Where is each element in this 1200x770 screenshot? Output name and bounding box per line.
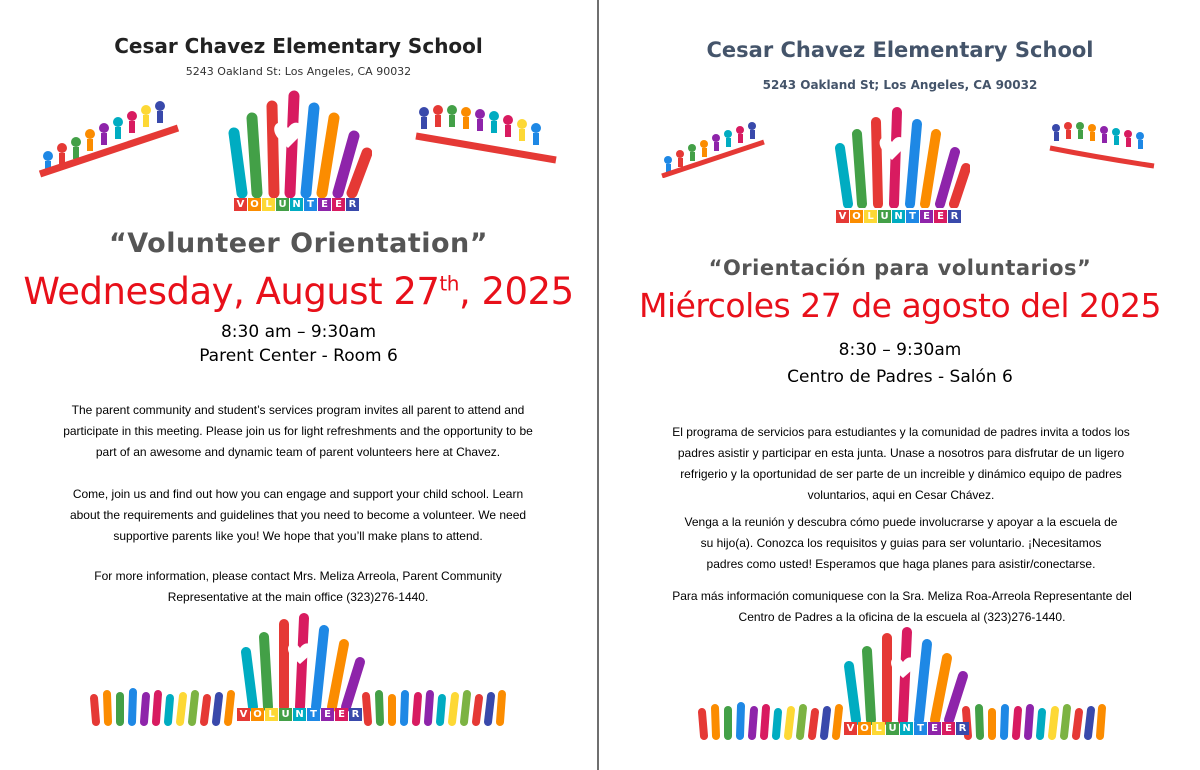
volunteer-letter: O bbox=[850, 210, 863, 223]
intro-paragraph bbox=[62, 400, 534, 463]
volunteer-letter: O bbox=[251, 708, 264, 721]
raised-hands-icon bbox=[222, 88, 372, 198]
volunteer-letter: U bbox=[276, 198, 289, 211]
volunteer-letter: R bbox=[349, 708, 362, 721]
volunteer-badge-footer bbox=[237, 708, 362, 721]
volunteer-badge-footer bbox=[844, 722, 969, 735]
volunteer-letter: V bbox=[844, 722, 857, 735]
volunteer-letter: N bbox=[892, 210, 905, 223]
raised-hands-icon bbox=[849, 632, 963, 720]
volunteer-letter: E bbox=[321, 708, 334, 721]
district-logo-right bbox=[1046, 116, 1156, 172]
event-date-year: , 2025 bbox=[458, 270, 574, 313]
event-time: 8:30 – 9:30am bbox=[838, 340, 962, 360]
volunteer-letter: E bbox=[335, 708, 348, 721]
page-divider bbox=[597, 0, 599, 770]
school-name: Cesar Chavez Elementary School bbox=[114, 34, 483, 58]
english-flyer bbox=[0, 0, 597, 770]
volunteer-letter: L bbox=[265, 708, 278, 721]
event-title: “Orientación para voluntarios” bbox=[708, 256, 1092, 280]
volunteer-letter: N bbox=[900, 722, 913, 735]
school-address: 5243 Oakland St: Los Angeles, CA 90032 bbox=[185, 65, 412, 78]
volunteer-letter: E bbox=[942, 722, 955, 735]
district-logo-left bbox=[660, 118, 770, 178]
volunteer-letter: O bbox=[248, 198, 261, 211]
volunteer-letter: V bbox=[237, 708, 250, 721]
event-date-main: Wednesday, August 27 bbox=[23, 270, 440, 313]
spanish-flyer bbox=[600, 0, 1200, 770]
district-logo-right bbox=[410, 96, 560, 166]
volunteer-letter: E bbox=[934, 210, 947, 223]
volunteer-letter: N bbox=[290, 198, 303, 211]
join-text: Venga a la reunión y descubra cómo puede involucrarse y apoyar a la escuela de su hijo(a). Conozca los requisitos y guias para ser voluntario. ¡Necesitamos padres como usted! Esperamos que haga planes para asistir/conectarse. bbox=[684, 515, 1118, 571]
volunteer-letter: N bbox=[293, 708, 306, 721]
volunteer-letter: R bbox=[948, 210, 961, 223]
volunteer-letter: V bbox=[234, 198, 247, 211]
volunteer-badge bbox=[234, 198, 359, 211]
community-figures-icon bbox=[1052, 122, 1144, 149]
event-date bbox=[0, 270, 597, 313]
event-title: “Volunteer Orientation” bbox=[108, 228, 489, 259]
event-time: 8:30 am – 9:30am bbox=[220, 322, 377, 342]
volunteer-letter: U bbox=[279, 708, 292, 721]
volunteer-letter: T bbox=[307, 708, 320, 721]
volunteer-letter: O bbox=[858, 722, 871, 735]
volunteer-letter: T bbox=[304, 198, 317, 211]
contact-text: Para más información comuniquese con la Sra. Meliza Roa-Arreola Representante del Centro de Padres a la oficina de la escuela al (323)276-1440. bbox=[672, 589, 1132, 624]
join-paragraph bbox=[58, 484, 538, 547]
intro-text: The parent community and student’s services program invites all parent to attend and participate in this meeting. Please join us for light refreshments and the opportunity to be part of an awesome and dynamic team of parent volunteers here at Chavez. bbox=[63, 403, 533, 459]
event-date: Miércoles 27 de agosto del 2025 bbox=[638, 286, 1162, 325]
volunteer-letter: E bbox=[928, 722, 941, 735]
volunteer-letter: U bbox=[878, 210, 891, 223]
school-address: 5243 Oakland St; Los Angeles, CA 90032 bbox=[762, 78, 1038, 92]
join-text: Come, join us and find out how you can engage and support your child school. Learn about the requirements and guidelines that you need to become a volunteer. We need supportive parents like you! We hope that you’ll make plans to attend. bbox=[69, 487, 527, 543]
volunteer-letter: L bbox=[262, 198, 275, 211]
join-paragraph bbox=[682, 512, 1120, 575]
event-location: Centro de Padres - Salón 6 bbox=[787, 367, 1013, 387]
school-name: Cesar Chavez Elementary School bbox=[706, 38, 1094, 62]
raised-hands-icon bbox=[830, 104, 970, 208]
volunteer-letter: R bbox=[346, 198, 359, 211]
event-location: Parent Center - Room 6 bbox=[199, 346, 398, 366]
volunteer-letter: L bbox=[864, 210, 877, 223]
volunteer-letter: E bbox=[332, 198, 345, 211]
intro-text: El programa de servicios para estudiantes y la comunidad de padres invita a todos los padres asistir y participar en esta junta. Unase a nosotros para disfrutar de un ligero refrigerio y la oportunidad de ser parte de un increible y dinámico equipo de padres voluntarios, aqui en Cesar Chávez. bbox=[672, 425, 1130, 502]
volunteer-letter: L bbox=[872, 722, 885, 735]
raised-hands-icon bbox=[246, 618, 360, 707]
contact-text: For more information, please contact Mrs. Meliza Arreola, Parent Community Representative at the main office (323)276-1440. bbox=[94, 569, 502, 604]
event-date-suffix: th bbox=[439, 271, 459, 296]
contact-paragraph bbox=[60, 566, 536, 608]
volunteer-letter: E bbox=[318, 198, 331, 211]
volunteer-badge bbox=[836, 210, 961, 223]
volunteer-letter: E bbox=[920, 210, 933, 223]
district-logo-left bbox=[38, 98, 188, 178]
volunteer-letter: T bbox=[906, 210, 919, 223]
volunteer-letter: V bbox=[836, 210, 849, 223]
volunteer-letter: T bbox=[914, 722, 927, 735]
volunteer-letter: U bbox=[886, 722, 899, 735]
intro-paragraph bbox=[670, 422, 1132, 506]
volunteer-letter: R bbox=[956, 722, 969, 735]
